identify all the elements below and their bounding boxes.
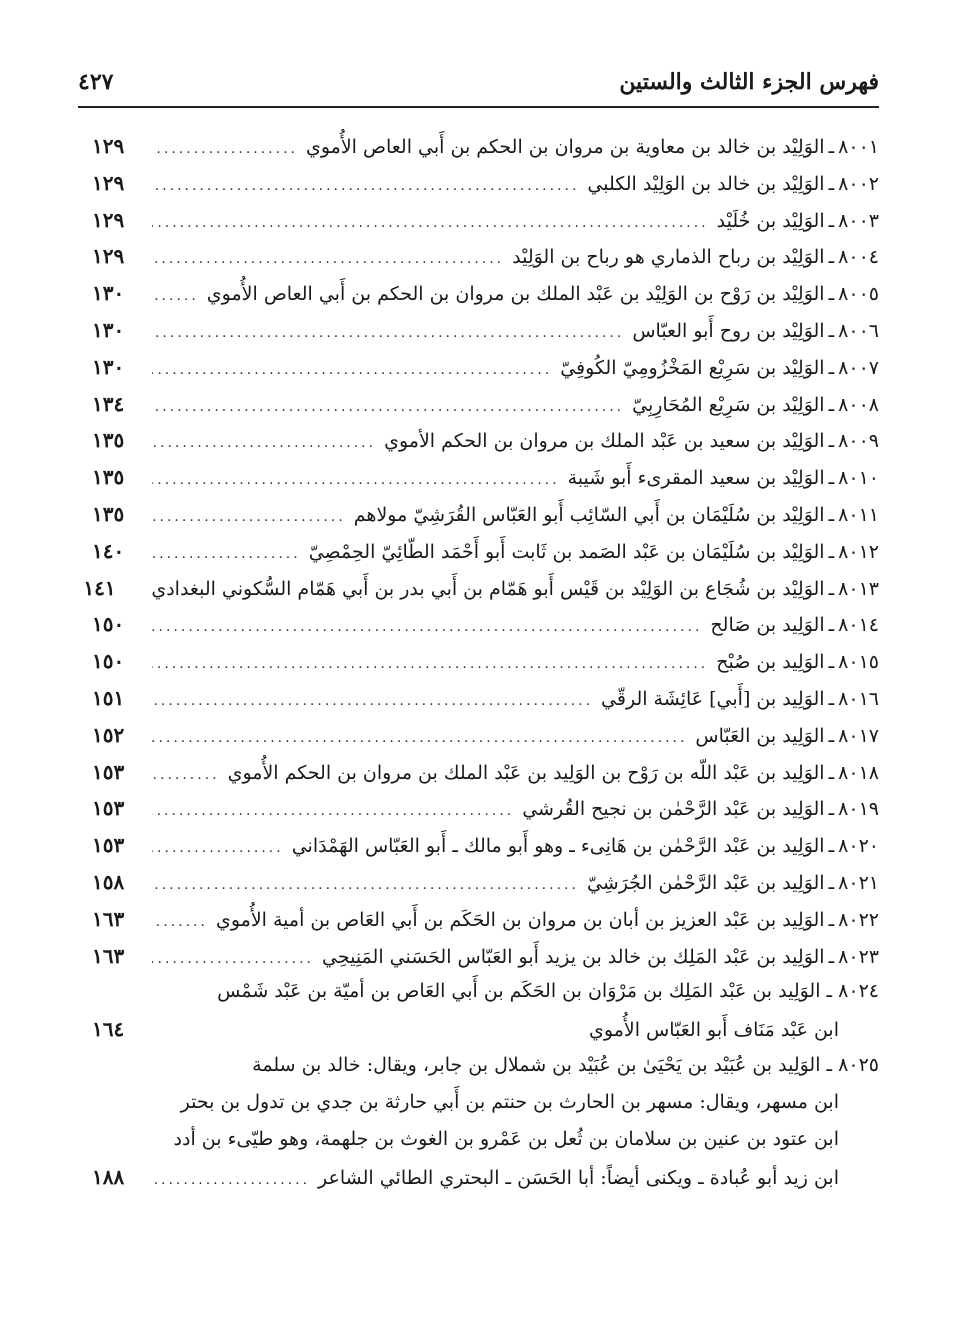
entry-number: ٨٠٢٤ (838, 980, 879, 1003)
leader-dots (152, 767, 220, 783)
index-entry: ٨٠٢١ ـ الوَلِيد بن عَبْد الرَّحْمٰن الجُرَشِيّ ..... ١٥٨ (92, 870, 879, 907)
index-entry: ٨٠١٧ ـ الوَلِيد بن العَبّاس ..... ١٥٢ (92, 723, 879, 760)
entry-page: ١٥٣ (92, 833, 125, 858)
entry-number: ٨٠٢٢ (838, 908, 879, 931)
leader-dots (152, 656, 708, 672)
entry-name: الوَلِيْد بن خُلَيْد (716, 209, 825, 232)
entry-name: الوَلِيْد بن خالد بن معاوية بن مروان بن الحكم بن أَبي العاص الأُموي (305, 136, 825, 158)
entry-page: ١٢٩ (92, 207, 125, 232)
entry-number: ٨٠٠٣ (838, 209, 879, 232)
entry-name: الوَلِيْد بن رَوْح بن الوَلِيْد بن عَبْد الملك بن مروان بن الحكم بن أَبي العاص الأُموي (206, 283, 825, 306)
index-entry: ٨٠١٩ ـ الوَلِيد بن عَبْد الرَّحْمٰن بن نجيح القُرشي ..... ١٥٣ (92, 796, 879, 833)
leader-dots (152, 472, 560, 488)
entry-number: ٨٠٠١ (838, 136, 879, 158)
entry-number: ٨٠١٦ (838, 687, 879, 710)
entry-name: الوَلِيد بن عَبْد المَلِك بن مَرْوَان بن الحَكَم بن أَبي العَاص بن أميّة بن عَبْد شَمْس (217, 980, 821, 1003)
entry-name: الوَلِيْد بن سُلَيْمَان بن أَبي السّائِب أَبو العَبّاس القُرَشِيّ مولاهم (353, 503, 825, 526)
index-entry: ٨٠٢٢ ـ الوَلِيد بن عَبْد العزيز بن أبان بن مروان بن الحَكَم بن أَبي العَاص بن أمية الأُموي ..... ١٦٣ (92, 907, 879, 944)
leader-dots (152, 178, 579, 194)
entry-name: الوَلِيْد بن سُلَيْمَان بن عَبْد الصَمد بن ثَابت أَبو أَحْمَد الطّائِيّ الحِمْصِيّ (308, 540, 825, 563)
entry-number: ٨٠٠٤ (838, 246, 879, 269)
index-entry: ٨٠٢٠ ـ الوَلِيد بن عَبْد الرَّحْمٰن بن هَانِىء ـ وهو أَبو مالك ـ أَبو العَبّاس الهَمْدَاني ..... ١٥٣ (92, 833, 879, 870)
index-entry: ٨٠١٣ ـ الوَلِيْد بن شُجَاع بن الوَلِيْد بن قَيْس أَبو هَمّام بن أَبي بدر بن أَبي هَمّام السُّكوني البغدادي ١٤١ (83, 575, 879, 600)
entry-number: ٨٠٢٥ (838, 1054, 879, 1077)
entry-page: ١٣٥ (92, 501, 125, 526)
entry-page: ١٥٢ (92, 722, 125, 747)
entry-page: ١٦٣ (92, 906, 125, 931)
index-entry: ٨٠٠٤ ـ الوَلِيْد بن رباح الذماري هو رباح بن الوَلِيْد ..... ١٢٩ (92, 244, 879, 281)
leader-dots (152, 546, 301, 562)
entry-name: الوَلِيْد بن شُجَاع بن الوَلِيْد بن قَيْس أَبو هَمّام بن أَبي بدر بن أَبي هَمّام السُّكوني البغدادي (151, 577, 825, 600)
leader-dots (152, 951, 314, 967)
entry-page: ١٢٩ (92, 170, 125, 195)
entry-number: ٨٠٢٠ (838, 835, 879, 858)
entry-page: ١٥٣ (92, 759, 125, 784)
entry-name: الوَلِيْد بن روح أَبو العبّاس (632, 319, 825, 342)
leader-dots (152, 693, 593, 709)
index-list (83, 134, 879, 1202)
leader-dots (152, 803, 514, 819)
entry-number: ٨٠١٤ (838, 614, 879, 637)
entry-name: الوَلِيد بن عَبْد الرَّحْمٰن بن نجيح القُرشي (522, 798, 825, 821)
index-entry: ٨٠٠٦ ـ الوَلِيْد بن روح أَبو العبّاس ..... ١٣٠ (92, 318, 879, 355)
entry-name: الوَلِيد بن عُبَيْد بن يَحْيَىٰ بن عُبَيْد بن شملال بن جابر، ويقال: خالد بن سلمة (252, 1054, 821, 1077)
index-entry: ٨٠١٦ ـ الوَلِيد بن [أَبي] عَائِشَة الرقّي ..... ١٥١ (92, 686, 879, 723)
entry-name: الوَلِيْد بن خالد بن الوَلِيْد الكلبي (587, 172, 825, 195)
index-entry-multiline (92, 980, 879, 1054)
entry-page: ١٦٣ (92, 943, 125, 968)
entry-number: ٨٠١٨ (838, 761, 879, 784)
entry-name: الوَلِيد بن عَبْد الرَّحْمٰن بن هَانِىء ـ وهو أَبو مالك ـ أَبو العَبّاس الهَمْدَاني (291, 835, 825, 858)
entry-page: ١٥١ (92, 685, 125, 710)
leader-dots (152, 399, 624, 415)
entry-page: ١٤٠ (92, 538, 125, 563)
entry-line (92, 1128, 879, 1165)
index-entry: ٨٠١٨ ـ الوَلِيد بن عَبْد اللّه بن رَوْح بن الوَلِيد بن عَبْد الملك بن مروان بن الحكم الأُموي ..... ١٥٣ (92, 760, 879, 797)
entry-line (92, 1091, 879, 1128)
entry-page: ١٣٥ (92, 465, 125, 490)
entry-number: ٨٠١٥ (838, 651, 879, 674)
entry-number: ٨٠٠٥ (838, 283, 879, 306)
entry-number: ٨٠١٠ (838, 467, 879, 490)
leader-dots (152, 877, 579, 893)
entry-number: ٨٠٠٨ (838, 393, 879, 416)
entry-page: ١٣٥ (92, 428, 125, 453)
index-entry: ٨٠٠٣ ـ الوَلِيْد بن خُلَيْد ..... ١٢٩ (92, 208, 879, 245)
entry-number: ٨٠٠٧ (838, 356, 879, 379)
entry-name-continued: ابن عتود بن عنين بن سلامان بن ثُعل بن عَمْرو بن الغوث بن جلهمة، وهو طيّىء بن أدد (173, 1128, 839, 1151)
page-number: ٤٢٧ (78, 69, 114, 95)
entry-name-continued: ابن عَبْد مَنَاف أَبو العَبّاس الأُموي (589, 1019, 839, 1042)
entry-name-continued: ابن مسهر، ويقال: مسهر بن الحارث بن حنتم بن أَبي حارثة بن جدي بن تدول بن بحتر (180, 1091, 839, 1114)
index-entry: ٨٠٠٧ ـ الوَلِيْد بن سَرِيْع المَخْزُومِيّ الكُوفِيّ ..... ١٣٠ (92, 355, 879, 392)
entry-number: ٨٠٠٦ (838, 319, 879, 342)
entry-number: ٨٠١١ (838, 503, 879, 526)
index-entry-multiline (92, 1054, 879, 1202)
leader-dots (152, 509, 346, 525)
entry-number: ٨٠١٢ (838, 540, 879, 563)
index-entry: ٨٠١٢ ـ الوَلِيْد بن سُلَيْمَان بن عَبْد الصَمد بن ثَابت أَبو أَحْمَد الطّائِيّ الحِمْصِيّ ..... ١٤٠ (92, 539, 879, 576)
entry-name: الوَلِيد بن صَالح (710, 614, 825, 637)
entry-number: ٨٠١٣ (838, 577, 879, 600)
index-entry: ٨٠١٥ ـ الوَلِيد بن صُبْح ..... ١٥٠ (92, 649, 879, 686)
entry-name: الوَلِيد بن العَبّاس (695, 724, 825, 747)
entry-page: ١٦٤ (92, 1017, 125, 1042)
entry-line: ٨٠٢٤ ـ الوَلِيد بن عَبْد المَلِك بن مَرْوَان بن الحَكَم بن أَبي العَاص بن أميّة بن عَبْد شَمْس (217, 980, 879, 1003)
entry-page: ١٥٨ (92, 869, 125, 894)
entry-name: الوَلِيْد بن سَرِيْع المُحَارِبِيّ (632, 393, 825, 416)
index-entry: ٨٠١١ ـ الوَلِيْد بن سُلَيْمَان بن أَبي السّائِب أَبو العَبّاس القُرَشِيّ مولاهم ..... ١٣٥ (92, 502, 879, 539)
leader-dots (152, 362, 552, 378)
entry-line (92, 1017, 879, 1054)
leader-dots (152, 288, 199, 304)
entry-number: ٨٠٢٣ (838, 945, 879, 968)
index-entry: ٨٠٠٥ ـ الوَلِيْد بن رَوْح بن الوَلِيْد بن عَبْد الملك بن مروان بن الحكم بن أَبي العاص الأُموي ..... ١٣٠ (92, 281, 879, 318)
entry-page: ١٤١ (83, 575, 116, 600)
entry-name: الوَلِيد بن صُبْح (716, 651, 825, 674)
entry-name: الوَلِيد بن عَبْد اللّه بن رَوْح بن الوَلِيد بن عَبْد الملك بن مروان بن الحكم الأُموي (227, 761, 825, 784)
leader-dots (152, 325, 624, 341)
entry-name: الوَلِيْد بن سعيد بن عَبْد الملك بن مروان بن الحكم الأموي (384, 430, 825, 453)
entry-name: الوَلِيْد بن سَرِيْع المَخْزُومِيّ الكُوفِيّ (560, 356, 825, 379)
entry-name: الوَلِيد بن عَبْد العزيز بن أبان بن مروان بن الحَكَم بن أَبي العَاص بن أمية الأُموي (215, 908, 825, 931)
index-entry: ٨٠٠١ ـ الوَلِيْد بن خالد بن معاوية بن مروان بن الحكم بن أَبي العاص الأُموي ..... ١٢٩ (92, 134, 879, 171)
entry-page: ١٣٠ (92, 354, 125, 379)
entry-number: ٨٠١٧ (838, 724, 879, 747)
leader-dots (152, 730, 687, 746)
entry-name: الوَلِيْد بن رباح الذماري هو رباح بن الوَلِيْد (512, 246, 825, 269)
index-entry: ٨٠٠٢ ـ الوَلِيْد بن خالد بن الوَلِيْد الكلبي ..... ١٢٩ (92, 171, 879, 208)
leader-dots (152, 215, 709, 231)
entry-number: ٨٠٠٩ (838, 430, 879, 453)
entry-name: الوَلِيد بن عَبْد الرَّحْمٰن الجُرَشِيّ (586, 871, 825, 894)
entry-name: الوَلِيد بن [أَبي] عَائِشَة الرقّي (601, 687, 825, 710)
entry-page: ١٥٠ (92, 649, 125, 674)
leader-dots (152, 251, 504, 267)
leader-dots (152, 840, 284, 856)
leader-dots (152, 1172, 310, 1188)
entry-page: ١٥٣ (92, 796, 125, 821)
leader-dots (152, 141, 298, 157)
entry-name-continued: ابن زيد أبو عُبادة ـ ويكنى أيضاً: أبا الحَسَن ـ البحتري الطائي الشاعر (318, 1167, 839, 1190)
leader-dots (152, 435, 376, 451)
entry-number: ٨٠٢١ (838, 871, 879, 894)
entry-page: ١٣٤ (92, 391, 125, 416)
leader-dots (152, 914, 208, 930)
entry-page: ١٢٩ (92, 134, 125, 158)
entry-name: الوَلِيد بن عَبْد المَلِك بن خالد بن يزيد أَبو العَبّاس الحَسَني المَنِيحِي (321, 945, 825, 968)
entry-page: ١٥٠ (92, 612, 125, 637)
entry-page: ١٢٩ (92, 244, 125, 269)
running-title: فهرس الجزء الثالث والستين (619, 69, 879, 95)
leader-dots (152, 619, 702, 635)
entry-line: ٨٠٢٥ ـ الوَلِيد بن عُبَيْد بن يَحْيَىٰ بن عُبَيْد بن شملال بن جابر، ويقال: خالد بن سلمة (252, 1054, 879, 1077)
entry-page: ١٣٠ (92, 281, 125, 306)
entry-page: ١٨٨ (92, 1165, 125, 1190)
entry-number: ٨٠١٩ (838, 798, 879, 821)
index-entry: ٨٠١٤ ـ الوَلِيد بن صَالح ..... ١٥٠ (92, 612, 879, 649)
entry-page: ١٣٠ (92, 317, 125, 342)
entry-name: الوَلِيْد بن سعيد المقرىء أَبو شَيبة (567, 467, 825, 490)
page-header (78, 58, 879, 108)
index-entry: ٨٠٠٩ ـ الوَلِيْد بن سعيد بن عَبْد الملك بن مروان بن الحكم الأموي ..... ١٣٥ (92, 428, 879, 465)
entry-line (92, 1165, 879, 1202)
index-entry: ٨٠٢٣ ـ الوَلِيد بن عَبْد المَلِك بن خالد بن يزيد أَبو العَبّاس الحَسَني المَنِيحِي ..... ١٦٣ (92, 944, 879, 981)
index-entry: ٨٠١٠ ـ الوَلِيْد بن سعيد المقرىء أَبو شَيبة ..... ١٣٥ (92, 465, 879, 502)
index-entry: ٨٠٠٨ ـ الوَلِيْد بن سَرِيْع المُحَارِبِيّ ..... ١٣٤ (92, 392, 879, 429)
entry-number: ٨٠٠٢ (838, 172, 879, 195)
